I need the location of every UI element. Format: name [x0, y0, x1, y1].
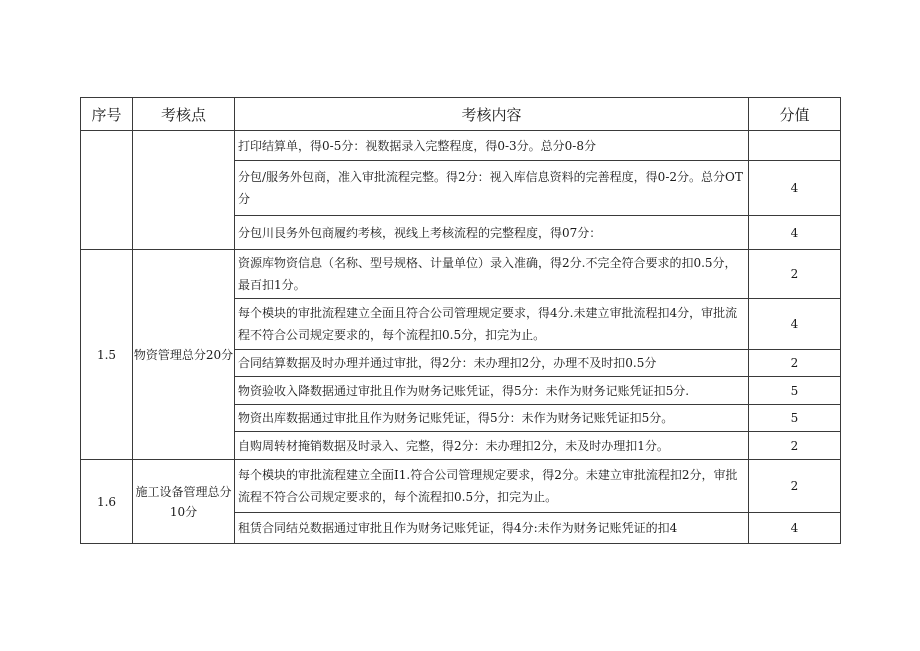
content-cell: 物资验收入降数据通过审批且作为财务记账凭证，得5分：未作为财务记账凭证扣5分. — [235, 377, 749, 405]
content-cell: 每个模块的审批流程建立全面且符合公司管理规定要求，得4分.未建立审批流程扣4分，审批流程不符合公司规定要求的，每个流程扣0.5分，扣完为止。 — [235, 299, 749, 350]
score-cell: 5 — [749, 405, 841, 432]
score-cell: 4 — [749, 513, 841, 544]
content-cell: 合同结算数据及时办理并通过审批，得2分：未办理扣2分，办理不及时扣0.5分 — [235, 350, 749, 377]
content-cell: 每个模块的审批流程建立全面I1.符合公司管理规定要求，得2分。未建立审批流程扣2分，审批流程不符合公司规定要求的，每个流程扣0.5分，扣完为止。 — [235, 460, 749, 513]
content-cell: 分包川艮务外包商履约考核，视线上考核流程的完整程度，得07分： — [235, 216, 749, 250]
score-cell: 2 — [749, 432, 841, 460]
content-cell: 打印结算单，得0-5分：视数据录入完整程度，得0-3分。总分0-8分 — [235, 131, 749, 161]
content-cell: 物资出库数据通过审批且作为财务记账凭证，得5分：未作为财务记账凭证扣5分。 — [235, 405, 749, 432]
score-cell: 2 — [749, 250, 841, 299]
seq-cell-empty — [81, 131, 133, 250]
score-cell: 4 — [749, 299, 841, 350]
section-point: 施工设备管理总分10分 — [133, 460, 235, 544]
table-row — [81, 460, 841, 513]
score-cell — [749, 131, 841, 161]
score-cell: 5 — [749, 377, 841, 405]
header-row — [81, 98, 841, 131]
content-cell: 自购周转材掩销数据及时录入、完整，得2分：未办理扣2分，未及时办理扣1分。 — [235, 432, 749, 460]
section-point: 物资管理总分20分 — [133, 250, 235, 460]
point-cell-empty — [133, 131, 235, 250]
content-cell: 资源库物资信息（名称、型号规格、计量单位）录入准确，得2分.不完全符合要求的扣0.5分，最百扣1分。 — [235, 250, 749, 299]
header-content: 考核内容 — [235, 98, 749, 131]
score-cell: 4 — [749, 161, 841, 216]
table-row — [81, 131, 841, 161]
header-point: 考核点 — [133, 98, 235, 131]
score-cell: 2 — [749, 460, 841, 513]
section-number: 1.6 — [81, 460, 133, 544]
content-cell: 分包/服务外包商，准入审批流程完整。得2分：视入库信息资料的完善程度，得0-2分。总分OT分 — [235, 161, 749, 216]
content-cell: 租赁合同结兑数据通过审批且作为财务记账凭证，得4分:未作为财务记账凭证的扣4 — [235, 513, 749, 544]
score-cell: 4 — [749, 216, 841, 250]
score-cell: 2 — [749, 350, 841, 377]
header-seq: 序号 — [81, 98, 133, 131]
assessment-table — [80, 97, 841, 544]
section-number: 1.5 — [81, 250, 133, 460]
table-row — [81, 250, 841, 299]
header-score: 分值 — [749, 98, 841, 131]
